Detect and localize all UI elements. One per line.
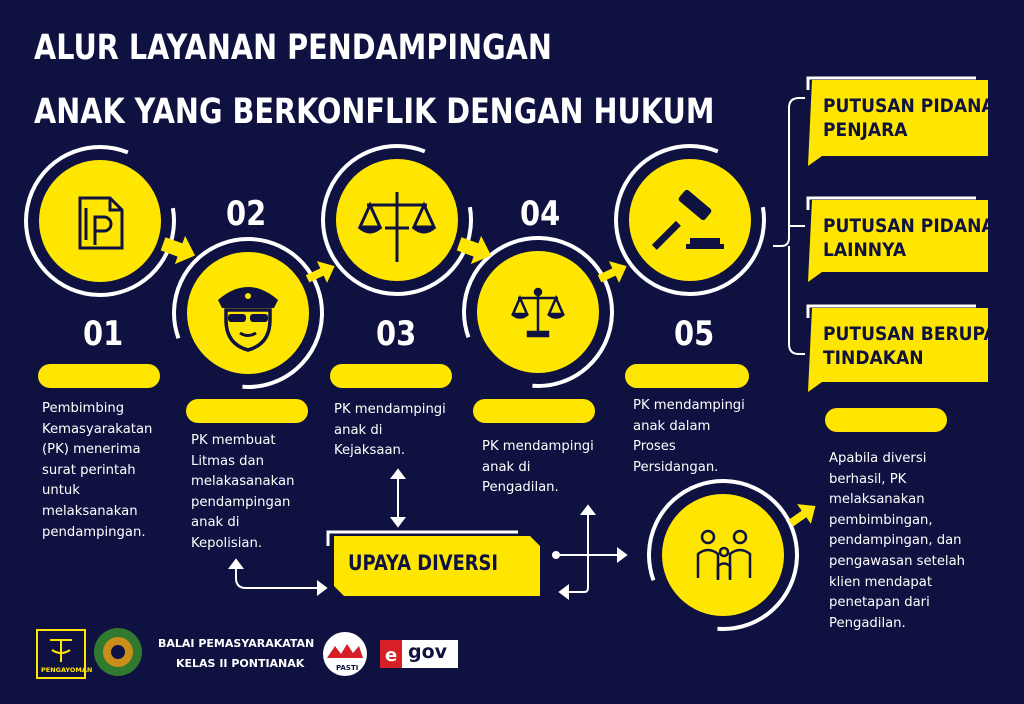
desc-line: untuk [42, 483, 80, 499]
desc-line: Litmas dan [191, 453, 264, 469]
desc-line: penetapan dari [829, 595, 930, 611]
desc-line: PK mendampingi [334, 402, 446, 417]
outcome-line: PUTUSAN PIDANA [823, 215, 995, 237]
step-01-number: 01 [83, 314, 124, 354]
desc-line: pendampingan, dan [829, 533, 962, 549]
desc-line: pembimbingan, [829, 512, 933, 528]
desc-line: PK mendampingi [633, 398, 745, 413]
pengayoman-logo-text: PENGAYOMAN [41, 666, 93, 674]
desc-line: Pengadilan. [829, 615, 906, 631]
desc-line: anak dalam [633, 418, 711, 434]
outcome-bracket [773, 98, 805, 354]
desc-line: pengawasan setelah [829, 553, 966, 569]
desc-line: anak di [334, 422, 383, 438]
diversi-label: UPAYA DIVERSI [348, 551, 499, 575]
desc-line: anak di [191, 515, 240, 531]
step-03-node [311, 134, 482, 305]
step-03-number: 03 [376, 314, 417, 354]
outcome-1-label [823, 94, 995, 142]
bapas-emblem-logo [94, 628, 142, 676]
step-05-description [633, 396, 745, 478]
egov-logo-text: gov [408, 641, 448, 663]
desc-line: melaksanakan [829, 492, 925, 508]
step-02-number: 02 [226, 194, 267, 234]
step-05-number: 05 [674, 314, 715, 354]
desc-line: PK membuat [191, 433, 276, 448]
step-01-pill [38, 364, 160, 388]
outcome-line: PUTUSAN BERUPA [823, 323, 997, 345]
desc-line: PK mendampingi [482, 439, 594, 454]
outcome-2-label [823, 214, 995, 262]
org-name-line-2: KELAS II PONTIANAK [176, 657, 305, 670]
step-02-pill [186, 399, 308, 423]
svg-text:e: e [385, 645, 398, 666]
desc-line: Pengadilan. [482, 480, 559, 496]
desc-line: melakasanakan [191, 474, 295, 490]
desc-line: melaksanakan [42, 503, 138, 519]
desc-line: Persidangan. [633, 459, 719, 475]
step-02-description [191, 431, 294, 555]
step-05-pill [625, 364, 749, 388]
desc-line: (PK) menerima [42, 442, 141, 458]
desc-line: pendampingan. [42, 524, 146, 540]
desc-line: Pembimbing [42, 401, 125, 416]
arrow-03-04 [454, 230, 496, 270]
desc-line: Apabila diversi [829, 451, 927, 466]
step-04-description [482, 437, 594, 499]
step-01-description [42, 399, 152, 543]
outcome-line: PENJARA [823, 119, 908, 141]
diversi-result-node [628, 460, 818, 650]
desc-line: surat perintah [42, 462, 136, 478]
outcome-line: TINDAKAN [823, 347, 924, 369]
desc-line: pendampingan [191, 494, 291, 510]
desc-line: berhasil, PK [829, 471, 907, 487]
desc-line: Kejaksaan. [334, 443, 406, 459]
desc-line: Kepolisian. [191, 535, 263, 551]
step-04-pill [473, 399, 595, 423]
step-03-description [334, 400, 446, 462]
title-line-2: ANAK YANG BERKONFLIK DENGAN HUKUM [34, 92, 715, 132]
desc-line: anak di [482, 459, 531, 475]
desc-line: Proses [633, 439, 676, 455]
desc-line: Kemasyarakatan [42, 421, 153, 437]
step-04-number: 04 [520, 194, 561, 234]
step-05-node [604, 134, 775, 305]
diversi-pill [825, 408, 947, 432]
step-03-pill [330, 364, 452, 388]
title-line-1: ALUR LAYANAN PENDAMPINGAN [34, 28, 552, 68]
outcome-line: PUTUSAN PIDANA [823, 95, 995, 117]
org-name-line-1: BALAI PEMASYARAKATAN [158, 637, 315, 650]
diversi-description [829, 449, 965, 634]
pasti-logo-text: PASTI [336, 664, 359, 672]
outcome-3-label [823, 322, 997, 370]
outcome-line: LAINNYA [823, 239, 907, 261]
step-01-node [14, 135, 185, 306]
desc-line: klien mendapat [829, 574, 933, 590]
